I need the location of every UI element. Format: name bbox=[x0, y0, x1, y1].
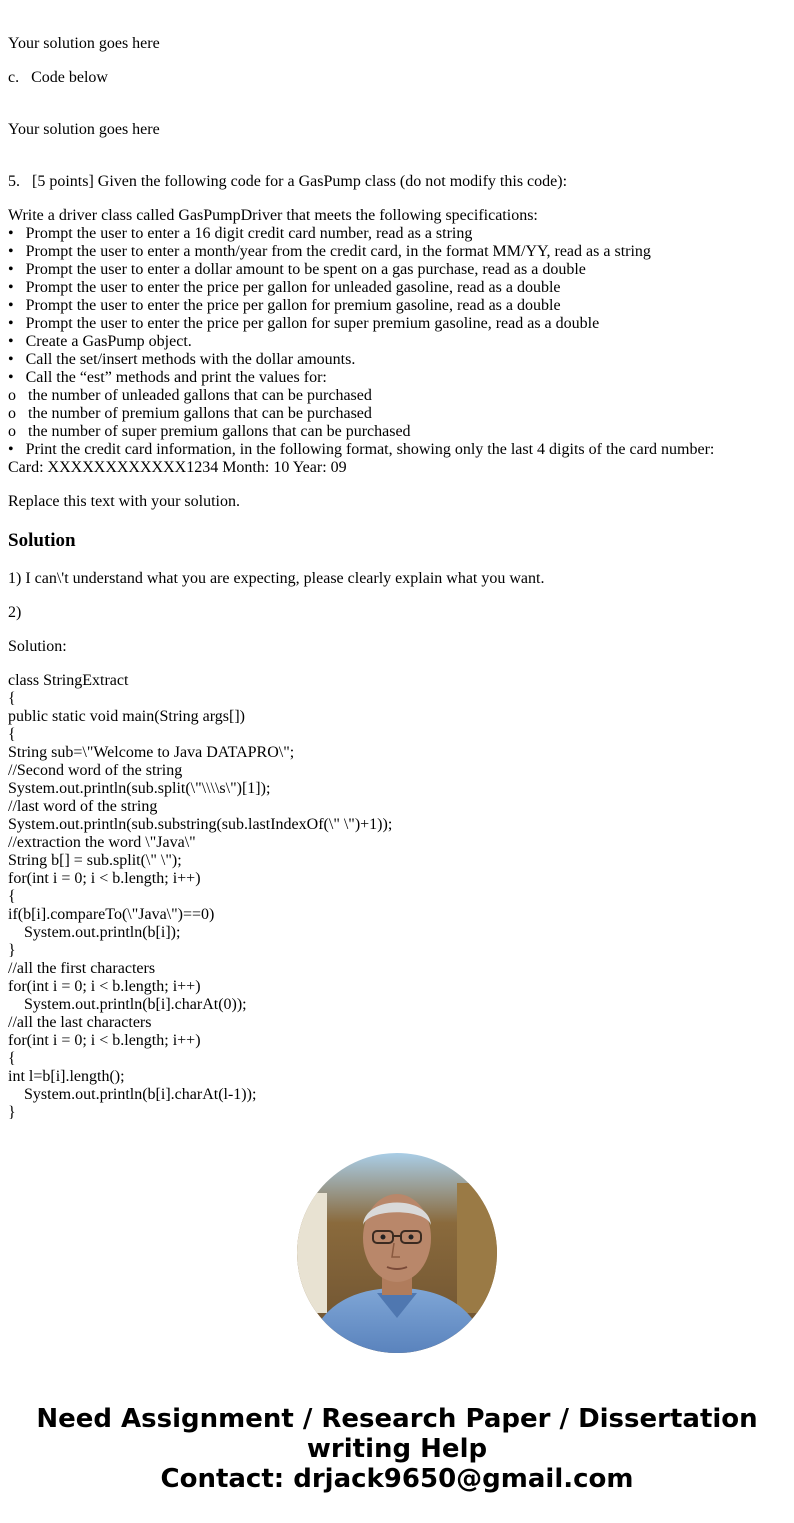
spec-item: • Prompt the user to enter the price per gallon for premium gasoline, read as a double bbox=[8, 297, 561, 314]
code-line: { bbox=[8, 888, 16, 905]
code-line: System.out.println(b[i].charAt(0)); bbox=[8, 996, 247, 1013]
code-line: class StringExtract bbox=[8, 672, 129, 689]
spec-item: • Prompt the user to enter a month/year from the credit card, in the format MM/YY, read as a string bbox=[8, 243, 651, 260]
solution-heading: Solution bbox=[8, 530, 76, 551]
solution-placeholder: Your solution goes here bbox=[8, 121, 160, 138]
code-line: for(int i = 0; i < b.length; i++) bbox=[8, 870, 201, 887]
replace-text-note: Replace this text with your solution. bbox=[8, 493, 240, 510]
code-line: { bbox=[8, 690, 16, 707]
code-line: //last word of the string bbox=[8, 798, 158, 815]
solution-placeholder: Your solution goes here bbox=[8, 35, 160, 52]
code-line: System.out.println(sub.substring(sub.lastIndexOf(\" \")+1)); bbox=[8, 816, 393, 833]
part-c-label: c. Code below bbox=[8, 69, 108, 86]
code-line: System.out.println(b[i]); bbox=[8, 924, 181, 941]
footer-contact: Contact: drjack9650@gmail.com bbox=[160, 1464, 634, 1494]
code-line: System.out.println(sub.split(\"\\\\s\")[1]); bbox=[8, 780, 271, 797]
author-photo bbox=[297, 1153, 497, 1353]
code-line: { bbox=[8, 726, 16, 743]
spec-item: • Prompt the user to enter the price per gallon for unleaded gasoline, read as a double bbox=[8, 279, 561, 296]
code-line: public static void main(String args[]) bbox=[8, 708, 245, 725]
spec-item: • Call the set/insert methods with the dollar amounts. bbox=[8, 351, 356, 368]
code-line: } bbox=[8, 1104, 16, 1121]
code-line: //all the first characters bbox=[8, 960, 156, 977]
spec-item: • Call the “est” methods and print the values for: bbox=[8, 369, 327, 386]
answer-2: 2) bbox=[8, 604, 22, 621]
code-line: if(b[i].compareTo(\"Java\")==0) bbox=[8, 906, 215, 923]
spec-item: • Prompt the user to enter a 16 digit credit card number, read as a string bbox=[8, 225, 473, 242]
spec-item: • Print the credit card information, in the following format, showing only the last 4 digits of the card number: bbox=[8, 441, 715, 458]
code-line: System.out.println(b[i].charAt(l-1)); bbox=[8, 1086, 257, 1103]
code-line: int l=b[i].length(); bbox=[8, 1068, 125, 1085]
spec-item: o the number of premium gallons that can be purchased bbox=[8, 405, 372, 422]
question-5-heading: 5. [5 points] Given the following code for a GasPump class (do not modify this code): bbox=[8, 173, 568, 190]
spec-item: Card: XXXXXXXXXXXX1234 Month: 10 Year: 09 bbox=[8, 459, 347, 476]
spec-item: • Create a GasPump object. bbox=[8, 333, 192, 350]
code-line: for(int i = 0; i < b.length; i++) bbox=[8, 1032, 201, 1049]
code-line: for(int i = 0; i < b.length; i++) bbox=[8, 978, 201, 995]
code-line: } bbox=[8, 942, 16, 959]
footer-headline: Need Assignment / Research Paper / Dissertation bbox=[36, 1404, 758, 1434]
code-line: //extraction the word \"Java\" bbox=[8, 834, 196, 851]
spec-item: o the number of unleaded gallons that can be purchased bbox=[8, 387, 372, 404]
footer-headline: writing Help bbox=[306, 1434, 488, 1464]
code-line: String sub=\"Welcome to Java DATAPRO\"; bbox=[8, 744, 295, 761]
spec-item: • Prompt the user to enter a dollar amount to be spent on a gas purchase, read as a double bbox=[8, 261, 586, 278]
code-line: //Second word of the string bbox=[8, 762, 183, 779]
solution-label: Solution: bbox=[8, 638, 67, 655]
answer-1: 1) I can\'t understand what you are expecting, please clearly explain what you want. bbox=[8, 570, 545, 587]
code-line: { bbox=[8, 1050, 16, 1067]
question-5-intro: Write a driver class called GasPumpDriver that meets the following specifications: bbox=[8, 207, 538, 224]
code-line: //all the last characters bbox=[8, 1014, 152, 1031]
spec-item: • Prompt the user to enter the price per gallon for super premium gasoline, read as a double bbox=[8, 315, 600, 332]
spec-item: o the number of super premium gallons that can be purchased bbox=[8, 423, 411, 440]
code-line: String b[] = sub.split(\" \"); bbox=[8, 852, 182, 869]
